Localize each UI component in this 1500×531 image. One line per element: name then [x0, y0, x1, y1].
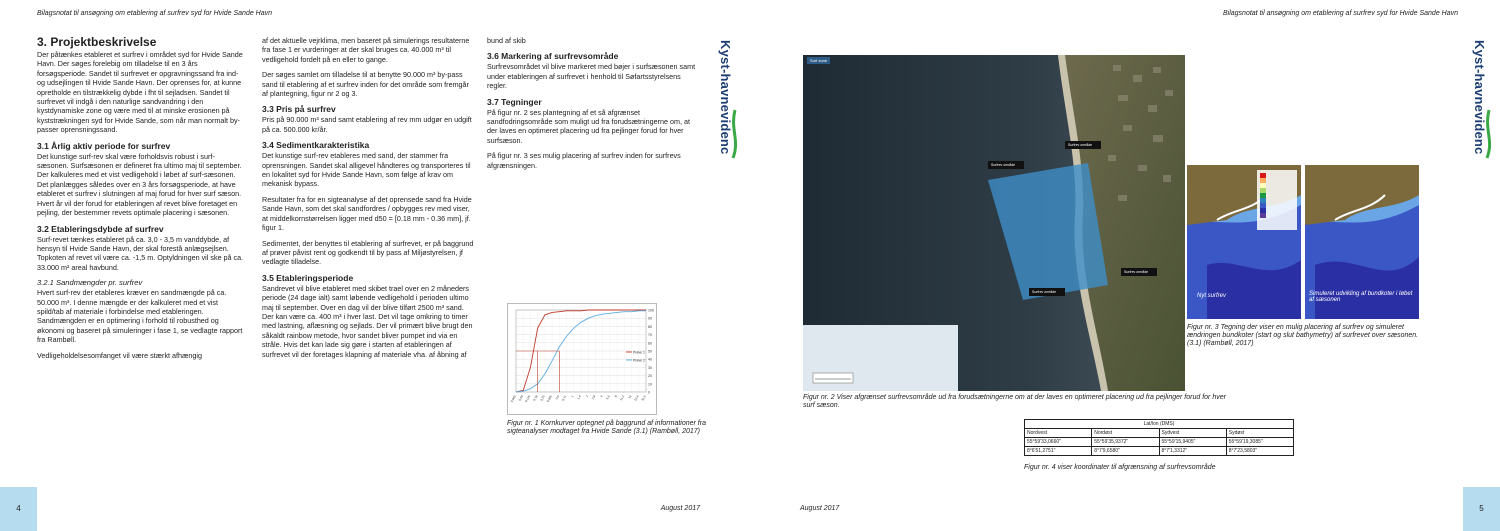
map-label: Surfrev område	[1121, 268, 1157, 276]
y-tick-label: 30	[648, 365, 652, 370]
logo-kyst-havnevidenc: Kyst-havnevidenc	[718, 40, 740, 160]
table-cell: 8°7'1,3312"	[1159, 447, 1226, 456]
legend-label: Prøve 1	[633, 350, 645, 355]
table-cell: 8°7'9,6580"	[1092, 447, 1159, 456]
x-tick-label: 0,09	[517, 394, 525, 402]
table-cell: 55°59'33,0660"	[1025, 438, 1092, 447]
y-tick-label: 20	[648, 374, 652, 379]
x-tick-label: 4	[599, 394, 604, 398]
paragraph: bund af skib	[487, 36, 526, 45]
x-tick-label: 0,25	[539, 394, 546, 402]
section-heading: 3.6 Markering af surfrevsområde	[487, 51, 619, 62]
table-cell: 55°59'19,3085"	[1226, 438, 1293, 447]
x-tick-label: 8	[613, 394, 618, 398]
paragraph: Det kunstige surf-rev etableres med sand, der stammer fra oprensningen. Sandet skal alligevel håndteres og transporteres til en lokalitet syd for Hvide Sande Havn, som følge af krav om mekanisk bypass.	[262, 151, 471, 189]
paragraph: Der søges samlet om tilladelse til at benytte 90.000 m³ by-pass sand til etablering af et surfrev inden for det område som fremgår af plantegning, figur nr 2 og 3.	[262, 70, 469, 99]
table-title: Lat/lon (DMS)	[1025, 420, 1294, 429]
x-tick-label: 5,6	[605, 394, 611, 401]
table-header: Nordøst	[1092, 429, 1159, 438]
x-tick-label: 0,71	[561, 394, 568, 402]
table-header: Nordvest	[1025, 429, 1092, 438]
map-label: Surfrev område	[1065, 141, 1101, 149]
paragraph: Surf-revet tænkes etableret på ca. 3,0 - 3,5 m vanddybde, af hensyn til Hvide Sande Havn, der skal forestå anlægsejlsen. Topkoten af revet vil være ca. -1,5 m. Optyldningen vil ske på ca. 33.000 m² areal havbund.	[37, 234, 244, 272]
footer-date: August 2017	[800, 505, 840, 512]
x-tick-label: 22,4	[633, 394, 640, 402]
y-tick-label: 60	[648, 341, 652, 346]
figure-1-caption: Figur nr. 1 Kornkurver optegnet på baggrund af informationer fra sigteanalyser modtaget fra Hvide Sande (3.1) (Rambøll, 2017)	[507, 420, 706, 436]
y-tick-label: 80	[648, 324, 652, 329]
x-tick-label: 0,125	[524, 394, 532, 404]
section-heading: 3.5 Etableringsperiode	[262, 272, 354, 283]
running-header: Bilagsnotat til ansøgning om etablering af surfrev syd for Hvide Sande Havn	[1222, 10, 1458, 17]
y-tick-label: 40	[648, 357, 652, 362]
paragraph: Det kunstige surf-rev skal være forholdsvis robust i surf-sæsonen. Surfsæsonen er defineret fra ultimo maj til september. Der kalkuleres med et vist vedligehold i løbet af surf-sæsonen. Det planlægges således over en 3 års forsøgsperiode, at have etableret et surfrev i slutningen af maj forud for hver surf sæson. Hvert år vil der forud for etableringen af revet blive foretaget en pejling, der bestemmer revets optimale placering i sæsonen.	[37, 151, 242, 218]
y-tick-label: 0	[648, 390, 650, 395]
figure-2-caption: Figur nr. 2 Viser afgrænset surfrevsområde ud fra forudsætningerne om at der laves en optimeret placering ud fra pejlinger forud for hver surf sæson.	[803, 394, 1226, 410]
map-tag: Surf zone	[807, 57, 830, 64]
page-number: 4	[0, 487, 37, 531]
x-tick-label: 16	[627, 394, 633, 400]
y-tick-label: 10	[648, 382, 652, 387]
column-2	[262, 36, 475, 365]
paragraph: Pris på 90.000 m³ sand samt etablering af rev mm udgør en udgift på ca. 500.000 kr/år.	[262, 115, 472, 134]
page-number: 5	[1463, 487, 1500, 531]
figure-4-caption: Figur nr. 4 viser koordinater til afgrænsning af surfrevsområde	[1024, 464, 1216, 471]
section-heading: 3.3 Pris på surfrev	[262, 104, 336, 115]
coordinate-table	[1024, 419, 1294, 456]
paragraph: Vedligeholdelsesomfanget vil være stærkt afhængig	[37, 350, 203, 360]
bathymetry-panel-end	[1305, 165, 1419, 319]
bathymetry-panel-start	[1187, 165, 1301, 319]
paragraph: Sedimentet, der benyttes til etablering af surfrevet, er på baggrund af prøver påvist rent og godkendt til by pass af Miljøstyrelsen, jf vedlagte tilladelse.	[262, 238, 474, 267]
x-tick-label: 2,8	[590, 394, 597, 401]
paragraph: Hvert surf-rev der etableres kræver en sandmængde på ca. 50.000 m³. I denne mængde er der kalkuleret med et vist spild/tab af materiale i forbindelse med etableringen. Sandmængden er en optimering i forhold til robusthed og økonomi og baseret på simuleringer i fase 1, se vedlagte rapport fra Rambøll.	[37, 288, 243, 345]
section-title: 3. Projektbeskrivelse	[37, 35, 157, 49]
bathy-label: Nyt surfrev	[1197, 293, 1227, 299]
logo-kyst-havnevidenc: Kyst-havnevidenc	[1472, 40, 1494, 160]
table-cell: 55°59'35,9372"	[1092, 438, 1159, 447]
section-heading: 3.4 Sedimentkarakteristika	[262, 140, 370, 151]
column-3	[487, 36, 697, 176]
running-header: Bilagsnotat til ansøgning om etablering af surfrev syd for Hvide Sande Havn	[37, 10, 273, 17]
map-label: Surfrev område	[1029, 288, 1065, 296]
footer-date: August 2017	[660, 505, 700, 512]
paragraph: Surfrevsområdet vil blive markeret med bøjer i surfsæsonen samt under etableringen af surfrevet i henhold til Søfartsstyrelsens regler.	[487, 62, 696, 91]
table-cell: 8°7'23,5803"	[1226, 447, 1293, 456]
table-cell: 8°6'51,2751"	[1025, 447, 1092, 456]
paragraph: af det aktuelle vejrklima, men baseret på simulerings resultaterne fra fase 1 er vurderinger at der skal bruges ca. 40.000 m³ til vedligehold fordelt på en eller to gange.	[262, 36, 470, 64]
x-tick-label: 0,5	[554, 394, 561, 401]
x-tick-label: 11,2	[618, 394, 626, 402]
x-tick-label: 31,5	[640, 394, 647, 402]
figure-3-caption: Figur nr. 3 Tegning der viser en mulig placering af surfrev og simuleret ændringen bundkoter (start og slut bathymetry) af surfrevet over sæsonen. (3.1) (Rambøll, 2017)	[1187, 324, 1419, 348]
aerial-map	[803, 55, 1185, 391]
x-tick-label: 2	[584, 394, 590, 398]
bathy-label: Simuleret udvikling af bundkoter i løbet af sæsonen	[1309, 291, 1413, 303]
section-heading: 3.1 Årlig aktiv periode for surfrev	[37, 140, 171, 151]
table-cell: 55°59'15,9405"	[1159, 438, 1226, 447]
x-tick-label: 0,063	[509, 394, 517, 404]
section-heading: 3.2 Etableringsdybde af surfrev	[37, 223, 164, 234]
y-tick-label: 100	[648, 308, 654, 313]
paragraph: Der påtænkes etableret et surfrev i området syd for Hvide Sande Havn. Der søges forelebig om tilladelse til en 3 års forsøgsperiode. Sandet til surfrevet er opgravningssand fra ind- og udsejlingen til Hvide Sande Havn. Der oprenses for, at kunne opretholde en tilstrækkelig dybde i fht til sejladsen. Sandet til surfrevet vil indgå i den naturlige sandvandring i den kystdynamiske zone og være med til at minske erosionen på kyststrækningen syd for Hvide Sande, som når man normalt by-passer oprensningssand.	[37, 50, 243, 135]
subsection-heading: 3.2.1 Sandmængder pr. surfrev	[37, 278, 143, 288]
x-tick-label: 1	[570, 394, 575, 398]
grain-size-chart	[507, 303, 657, 415]
paragraph: På figur nr. 3 ses mulig placering af surfrev inden for surfrevs afgrænsningen.	[487, 151, 681, 170]
map-label: Surfrev område	[988, 161, 1024, 169]
table-header: Sydøst	[1226, 429, 1293, 438]
paragraph: På figur nr. 2 ses plantegning af et så afgrænset sandfodringsområde som muligt ud fra forudsætningerne om, at der laves en optimeret placering ud fra pejlinger forud for hver surfsæson.	[487, 107, 690, 145]
paragraph: Resultater fra for en sigteanalyse af det oprensede sand fra Hvide Sande Havn, som det skal sandfordres / opbygges rev med viser, at middelkornstørrelsen ligger med d50 = [0.18 mm - 0.36 mm], jf. figur 1.	[262, 194, 472, 233]
grain-size-chart-svg	[508, 304, 658, 416]
x-tick-label: 0,355	[545, 394, 553, 404]
table-header: Sydvest	[1159, 429, 1226, 438]
x-tick-label: 0,18	[532, 394, 539, 402]
x-tick-label: 1,4	[576, 394, 582, 401]
section-heading: 3.7 Tegninger	[487, 96, 542, 107]
paragraph: Sandrevet vil blive etableret med skibet trael over en 2 måneders periode (24 dage ialt) samt løbende vedligehold i perioden ultimo maj til september. Over en dag vil der blive tilført 2500 m³ sand. Der kan være ca. 400 m³ i hver last. Det vil tage omkring to timer med lastning, aflæsning og sejlads. Der vil primært blive brugt den såkaldt rainbow metode, hvor sandet bliver pumpet ind via en stråle. Hvis det kan lade sig gøre i starten af etableringen af surfrevet vil der foretages klapning af materiale vha. af åbning af	[262, 283, 473, 359]
y-tick-label: 90	[648, 316, 652, 321]
legend-label: Prøve 2	[633, 358, 645, 363]
y-tick-label: 50	[648, 349, 652, 354]
y-tick-label: 70	[648, 333, 652, 338]
column-1	[37, 36, 245, 366]
